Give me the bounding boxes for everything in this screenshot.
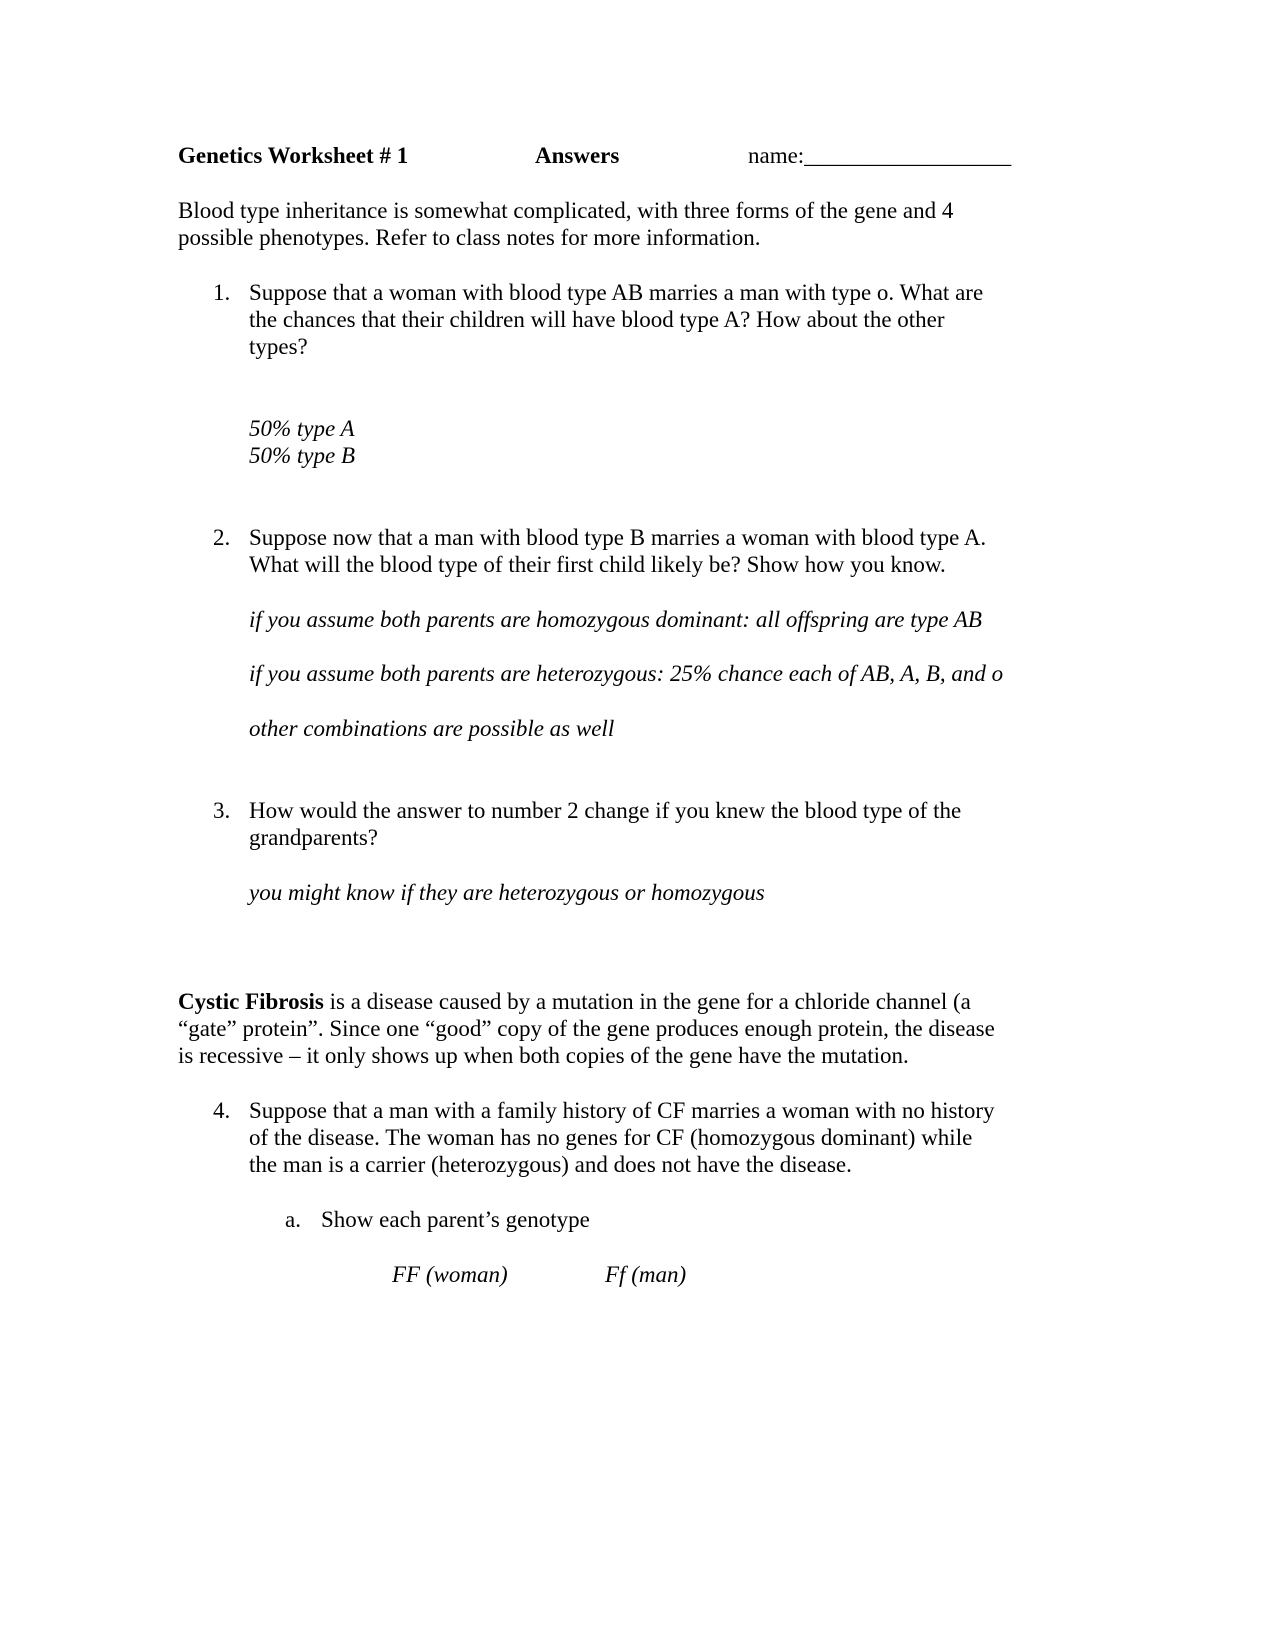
question-4a-answer-man: Ff (man) — [605, 1262, 687, 1287]
question-2-answer-2: if you assume both parents are heterozygous: 25% chance each of AB, A, B, and o — [249, 661, 1004, 686]
question-4-line-3: the man is a carrier (heterozygous) and does not have the disease. — [249, 1152, 852, 1177]
worksheet-title: Genetics Worksheet # 1 — [178, 143, 409, 168]
question-4-line-1: Suppose that a man with a family history of CF marries a woman with no history — [249, 1098, 995, 1123]
question-2-number: 2. — [213, 525, 231, 550]
question-2-line-2: What will the blood type of their first child likely be? Show how you know. — [249, 552, 946, 577]
question-2-answer-3: other combinations are possible as well — [249, 716, 615, 741]
question-2-line-1: Suppose now that a man with blood type B marries a woman with blood type A. — [249, 525, 987, 550]
question-1-line-3: types? — [249, 334, 308, 359]
intro-line-2: possible phenotypes. Refer to class notes for more information. — [178, 225, 761, 250]
question-1-line-2: the chances that their children will have blood type A? How about the other — [249, 307, 945, 332]
cf-line-1-rest: is a disease caused by a mutation in the gene for a chloride channel (a — [323, 989, 971, 1014]
question-4a-text: Show each parent’s genotype — [321, 1207, 590, 1232]
question-3-number: 3. — [213, 798, 231, 823]
cf-line-1 — [178, 988, 971, 1016]
question-3-line-1: How would the answer to number 2 change if you knew the blood type of the — [249, 798, 962, 823]
question-1-answer-1: 50% type A — [249, 416, 355, 441]
question-1-answer-2: 50% type B — [249, 443, 356, 468]
question-1-line-1: Suppose that a woman with blood type AB marries a man with type o. What are — [249, 280, 984, 305]
question-3-line-2: grandparents? — [249, 825, 378, 850]
question-4-number: 4. — [213, 1098, 231, 1123]
answers-label: Answers — [535, 143, 620, 168]
intro-line-1: Blood type inheritance is somewhat complicated, with three forms of the gene and 4 — [178, 198, 954, 223]
question-4a-letter: a. — [285, 1207, 301, 1232]
cf-term: Cystic Fibrosis — [178, 989, 324, 1014]
question-3-answer: you might know if they are heterozygous or homozygous — [249, 880, 765, 905]
question-1-number: 1. — [213, 280, 231, 305]
name-field-label: name:__________________ — [748, 143, 1012, 168]
question-2-answer-1: if you assume both parents are homozygous dominant: all offspring are type AB — [249, 607, 982, 632]
cf-line-3: is recessive – it only shows up when both copies of the gene have the mutation. — [178, 1043, 909, 1068]
cf-line-2: “gate” protein”. Since one “good” copy of the gene produces enough protein, the disease — [178, 1016, 995, 1041]
question-4a-answer-woman: FF (woman) — [392, 1262, 508, 1287]
question-4-line-2: of the disease. The woman has no genes for CF (homozygous dominant) while — [249, 1125, 973, 1150]
